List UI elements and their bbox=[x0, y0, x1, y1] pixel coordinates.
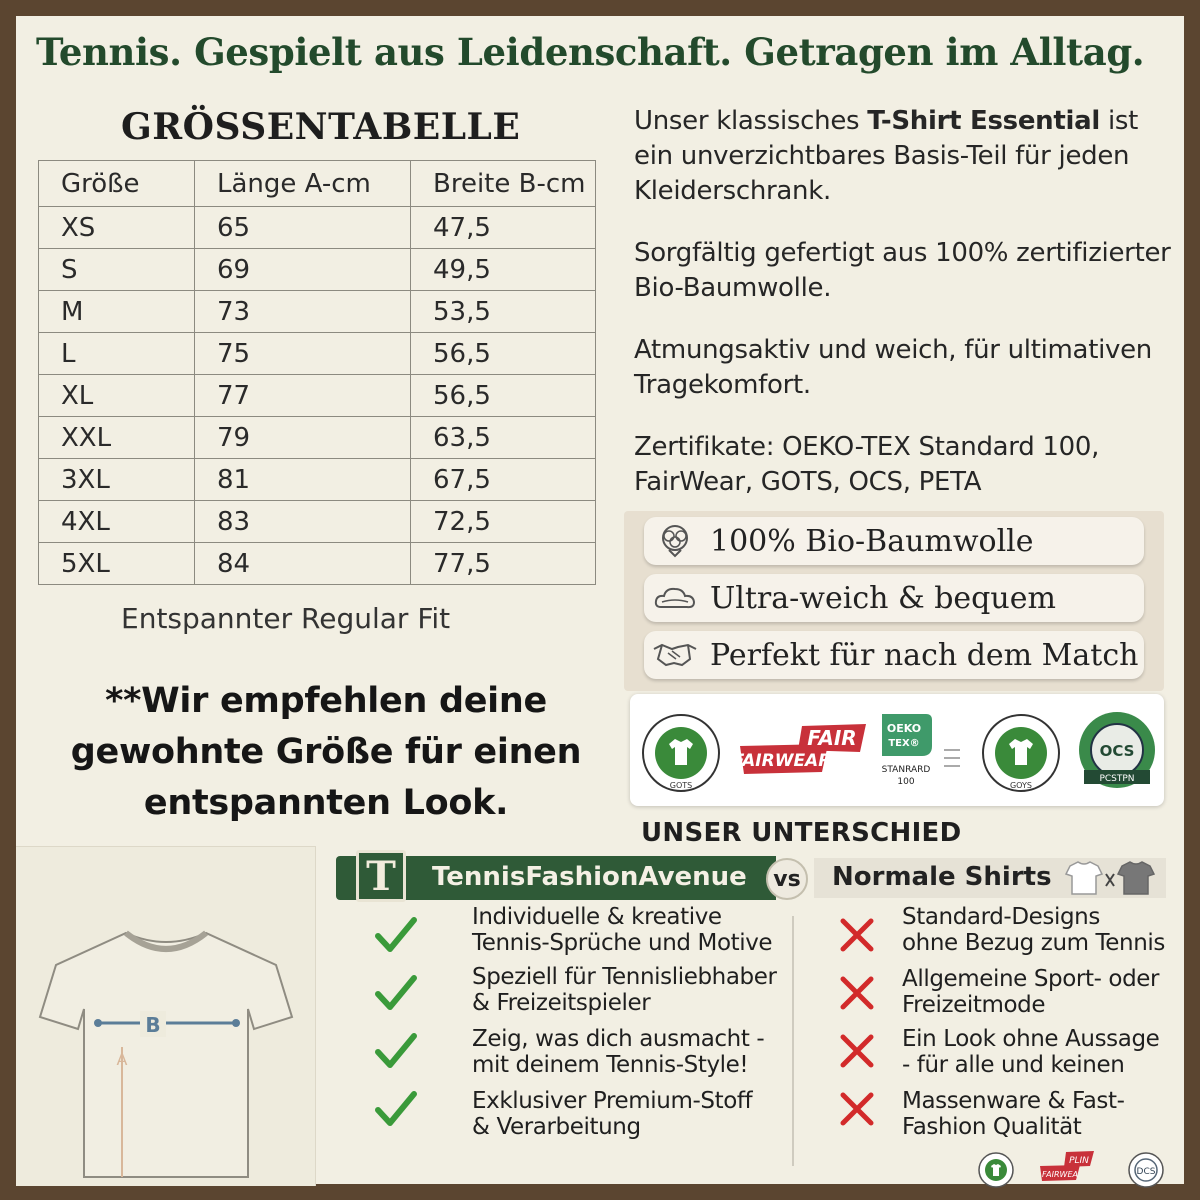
comparison-title: UNSER UNTERSCHIED bbox=[641, 818, 962, 848]
desc-text: ist bbox=[1107, 106, 1139, 136]
badge-text: OEKO bbox=[886, 722, 922, 735]
mini-fairwear-badge bbox=[1040, 1151, 1094, 1181]
badge-text: FAIR bbox=[807, 726, 857, 750]
length-cell: 77 bbox=[195, 375, 411, 417]
length-label: A bbox=[116, 1050, 128, 1069]
table-row bbox=[39, 375, 596, 417]
con-line: Ein Look ohne Aussage bbox=[902, 1026, 1160, 1052]
check-icon bbox=[374, 974, 418, 1018]
table-row bbox=[39, 459, 596, 501]
badge-text: STANRARD bbox=[881, 765, 931, 775]
product-name: T-Shirt Essential bbox=[867, 106, 1100, 136]
con-line: Standard-Designs bbox=[902, 904, 1100, 930]
table-header-row bbox=[39, 161, 596, 207]
con-item bbox=[902, 1088, 1125, 1140]
header-breite: Breite B-cm bbox=[411, 161, 596, 207]
recommendation-line: entspannten Look. bbox=[143, 783, 509, 823]
shirt-diagram bbox=[16, 846, 316, 1186]
pro-item bbox=[472, 964, 777, 1016]
certification-badges bbox=[630, 694, 1164, 806]
recommendation-line: gewohnte Größe für einen bbox=[70, 732, 582, 772]
con-item bbox=[902, 1026, 1159, 1078]
desc-text: ein unverzichtbares Basis-Teil für jeden bbox=[634, 141, 1130, 171]
badge-text: PCSTPN bbox=[1099, 774, 1135, 784]
comparison-divider bbox=[792, 916, 794, 1166]
cotton-icon bbox=[650, 521, 700, 561]
pro-item bbox=[472, 904, 772, 956]
size-cell: L bbox=[39, 333, 195, 375]
normal-shirts-label: Normale Shirts bbox=[832, 862, 1052, 892]
cross-icon bbox=[838, 974, 876, 1016]
gots-badge-2 bbox=[980, 712, 1062, 798]
con-line: Massenware & Fast- bbox=[902, 1088, 1125, 1114]
con-line: Fashion Qualität bbox=[902, 1114, 1082, 1140]
length-cell: 84 bbox=[195, 543, 411, 585]
cross-icon bbox=[838, 916, 876, 958]
length-cell: 79 bbox=[195, 417, 411, 459]
pro-line: Tennis-Sprüche und Motive bbox=[472, 930, 773, 956]
desc-text: Sorgfältig gefertigt aus 100% zertifizierter bbox=[634, 238, 1171, 268]
size-table bbox=[38, 160, 596, 585]
con-item bbox=[902, 904, 1165, 956]
size-cell: XS bbox=[39, 207, 195, 249]
size-cell: 5XL bbox=[39, 543, 195, 585]
pro-line: Individuelle & kreative bbox=[472, 904, 722, 930]
handshake-icon bbox=[650, 635, 700, 675]
size-cell: 3XL bbox=[39, 459, 195, 501]
table-row bbox=[39, 333, 596, 375]
desc-text: Tragekomfort. bbox=[634, 370, 811, 400]
width-cell: 67,5 bbox=[411, 459, 596, 501]
shirt-comparison-icon bbox=[1064, 860, 1160, 896]
feature-label: Ultra-weich & bequem bbox=[710, 580, 1056, 616]
mini-gots-badge bbox=[979, 1153, 1013, 1187]
length-cell: 65 bbox=[195, 207, 411, 249]
size-cell: XL bbox=[39, 375, 195, 417]
con-line: Freizeitmode bbox=[902, 992, 1046, 1018]
ocs-badge bbox=[1076, 708, 1158, 796]
vs-badge: vs bbox=[766, 858, 808, 900]
desc-text: Bio-Baumwolle. bbox=[634, 273, 832, 303]
tshirt-outline-icon bbox=[16, 847, 316, 1187]
size-cell: M bbox=[39, 291, 195, 333]
con-line: ohne Bezug zum Tennis bbox=[902, 930, 1165, 956]
length-cell: 75 bbox=[195, 333, 411, 375]
con-line: Allgemeine Sport- oder bbox=[902, 966, 1160, 992]
badge-text: GOTS bbox=[669, 781, 693, 790]
width-cell: 63,5 bbox=[411, 417, 596, 459]
width-cell: 56,5 bbox=[411, 333, 596, 375]
table-row bbox=[39, 501, 596, 543]
cross-icon bbox=[838, 1090, 876, 1132]
width-cell: 72,5 bbox=[411, 501, 596, 543]
desc-text: Unser klassisches bbox=[634, 106, 860, 136]
width-cell: 56,5 bbox=[411, 375, 596, 417]
cross-icon bbox=[838, 1032, 876, 1074]
header-groesse: Größe bbox=[39, 161, 195, 207]
badge-text: FAIRWEAR bbox=[738, 751, 832, 771]
pro-item bbox=[472, 1026, 764, 1078]
size-cell: XXL bbox=[39, 417, 195, 459]
size-cell: 4XL bbox=[39, 501, 195, 543]
table-row bbox=[39, 207, 596, 249]
description-paragraph-4 bbox=[634, 430, 1179, 500]
gots-badge bbox=[640, 712, 722, 798]
width-label: B bbox=[145, 1013, 161, 1037]
width-cell: 77,5 bbox=[411, 543, 596, 585]
check-icon bbox=[374, 1090, 418, 1134]
width-cell: 47,5 bbox=[411, 207, 596, 249]
normal-shirts-header bbox=[814, 858, 1166, 898]
check-icon bbox=[374, 1032, 418, 1076]
con-item bbox=[902, 966, 1159, 1018]
size-recommendation bbox=[41, 676, 611, 829]
feature-item bbox=[644, 631, 1144, 679]
brand-logo: T bbox=[356, 850, 406, 902]
table-row bbox=[39, 543, 596, 585]
desc-text: FairWear, GOTS, OCS, PETA bbox=[634, 467, 982, 497]
pro-item bbox=[472, 1088, 752, 1140]
oeko-tex-badge bbox=[876, 710, 966, 794]
desc-text: Zertifikate: OEKO-TEX Standard 100, bbox=[634, 432, 1100, 462]
pro-line: Exklusiver Premium-Stoff bbox=[472, 1088, 753, 1114]
width-cell: 53,5 bbox=[411, 291, 596, 333]
recommendation-line: **Wir empfehlen deine bbox=[105, 681, 547, 721]
table-row bbox=[39, 291, 596, 333]
length-cell: 83 bbox=[195, 501, 411, 543]
description-paragraph-1 bbox=[634, 104, 1179, 209]
badge-text: 100 bbox=[897, 777, 915, 787]
headline: Tennis. Gespielt aus Leidenschaft. Getragen im Alltag. bbox=[36, 30, 1145, 74]
brand-header bbox=[336, 852, 776, 900]
badge-text: OCS bbox=[1099, 742, 1135, 760]
fairwear-badge bbox=[738, 722, 868, 786]
pro-line: Speziell für Tennisliebhaber bbox=[472, 964, 777, 990]
badge-text: GOYS bbox=[1009, 781, 1033, 790]
mini-dcs-badge bbox=[1129, 1153, 1163, 1187]
feature-panel bbox=[624, 511, 1164, 691]
size-table-title: GRÖSSENTABELLE bbox=[121, 106, 521, 148]
badge-text: PLIN bbox=[1069, 1156, 1089, 1166]
length-cell: 73 bbox=[195, 291, 411, 333]
length-cell: 69 bbox=[195, 249, 411, 291]
desc-text: Kleiderschrank. bbox=[634, 176, 831, 206]
brand-name: TennisFashionAvenue bbox=[432, 862, 747, 892]
feature-item bbox=[644, 517, 1144, 565]
size-cell: S bbox=[39, 249, 195, 291]
header-laenge: Länge A-cm bbox=[195, 161, 411, 207]
desc-text: Atmungsaktiv und weich, für ultimativen bbox=[634, 335, 1152, 365]
pro-line: Zeig, was dich ausmacht - bbox=[472, 1026, 765, 1052]
table-row bbox=[39, 249, 596, 291]
check-icon bbox=[374, 916, 418, 960]
feature-item bbox=[644, 574, 1144, 622]
description-paragraph-3 bbox=[634, 333, 1179, 403]
pro-line: mit deinem Tennis-Style! bbox=[472, 1052, 749, 1078]
feature-label: 100% Bio-Baumwolle bbox=[710, 523, 1034, 559]
badge-text: DCS bbox=[1136, 1167, 1156, 1177]
table-row bbox=[39, 417, 596, 459]
badge-text: TEX® bbox=[888, 738, 920, 749]
feature-label: Perfekt für nach dem Match bbox=[710, 637, 1139, 673]
content-area bbox=[16, 16, 1184, 1184]
pro-line: & Verarbeitung bbox=[472, 1114, 641, 1140]
mini-certification-badges bbox=[976, 1140, 1176, 1200]
comparison-header bbox=[336, 852, 1166, 900]
description-paragraph-2 bbox=[634, 236, 1179, 306]
width-cell: 49,5 bbox=[411, 249, 596, 291]
badge-text: FAIRWEA bbox=[1042, 1170, 1078, 1179]
con-line: - für alle und keinen bbox=[902, 1052, 1125, 1078]
cloud-icon bbox=[650, 578, 700, 618]
pro-line: & Freizeitspieler bbox=[472, 990, 651, 1016]
length-cell: 81 bbox=[195, 459, 411, 501]
fit-label: Entspannter Regular Fit bbox=[121, 602, 451, 635]
